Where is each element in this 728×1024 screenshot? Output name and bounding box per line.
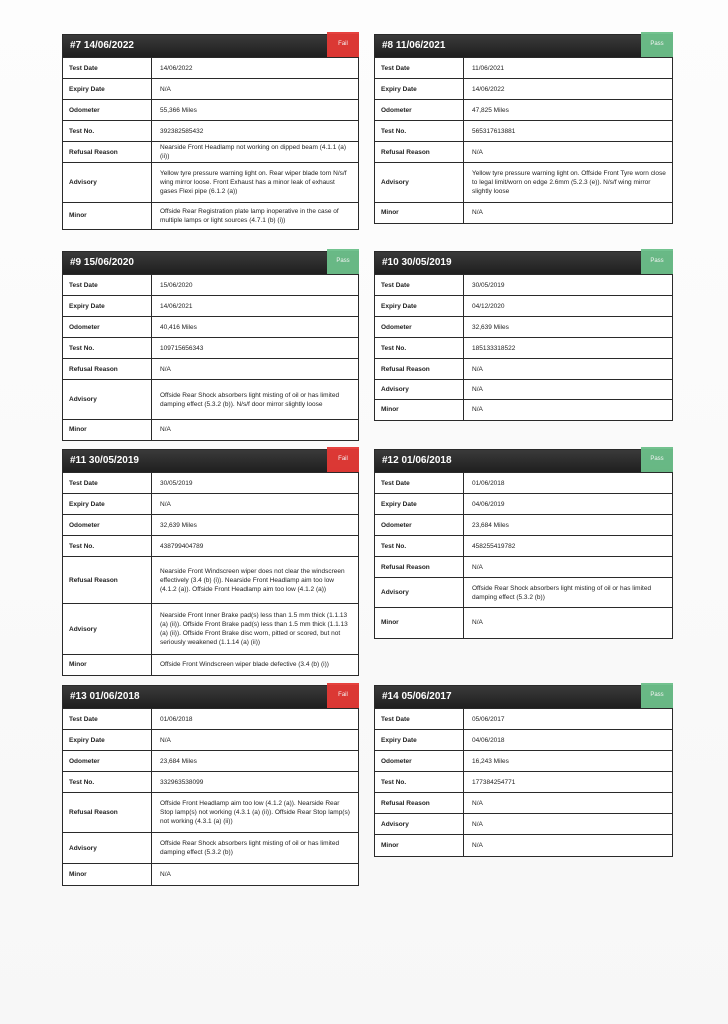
field-value: 30/05/2019 [464, 275, 673, 296]
field-value: N/A [152, 730, 359, 751]
field-label: Refusal Reason [63, 793, 152, 833]
field-label: Minor [375, 400, 464, 420]
row-odometer [63, 751, 358, 772]
details-table [63, 708, 358, 885]
field-label: Test No. [375, 536, 464, 557]
field-label: Refusal Reason [375, 142, 464, 163]
row-expiry-date [63, 494, 358, 515]
field-value: N/A [464, 557, 673, 578]
field-value: N/A [464, 400, 673, 420]
field-value: 16,243 Miles [464, 751, 673, 772]
row-minor [63, 420, 358, 440]
field-label: Odometer [63, 751, 152, 772]
field-label: Advisory [63, 833, 152, 864]
row-minor [63, 203, 358, 229]
row-refusal-reason [375, 557, 672, 578]
card-title: #10 30/05/2019 [382, 257, 452, 268]
field-value: 04/12/2020 [464, 296, 673, 317]
row-odometer [375, 751, 672, 772]
field-value: 55,366 Miles [152, 100, 359, 121]
field-value: Yellow tyre pressure warning light on. Offside Front Tyre worn close to legal limit/worn on edge 2.6mm (5.2.3 (e)). N/s/f wing mirror slightly loose [464, 163, 673, 203]
field-label: Odometer [375, 317, 464, 338]
field-value: Offside Rear Shock absorbers light misting of oil or has limited damping effect (5.3.2 (b)). N/s/f door mirror slightly loose [152, 380, 359, 420]
field-label: Odometer [63, 317, 152, 338]
field-value: 23,684 Miles [152, 751, 359, 772]
field-label: Expiry Date [63, 494, 152, 515]
field-label: Minor [375, 608, 464, 638]
row-refusal-reason [375, 142, 672, 163]
row-expiry-date [375, 79, 672, 100]
row-test-no [375, 536, 672, 557]
field-value: 32,639 Miles [464, 317, 673, 338]
field-label: Test No. [63, 772, 152, 793]
field-value: Yellow tyre pressure warning light on. Rear wiper blade torn N/s/f wing mirror loose. Front Exhaust has a minor leak of exhaust gases Flexi pipe (6.1.2 (a)) [152, 163, 359, 203]
row-minor [375, 400, 672, 420]
field-label: Expiry Date [375, 296, 464, 317]
row-odometer [375, 317, 672, 338]
row-odometer [63, 317, 358, 338]
row-test-no [63, 772, 358, 793]
field-label: Test No. [63, 338, 152, 359]
row-test-date [375, 275, 672, 296]
mot-card-9 [62, 251, 359, 441]
details-table [63, 274, 358, 440]
field-value: N/A [464, 835, 673, 856]
field-label: Advisory [375, 578, 464, 608]
row-refusal-reason [375, 359, 672, 380]
field-value: 392382585432 [152, 121, 359, 142]
field-value: 185133318522 [464, 338, 673, 359]
row-expiry-date [63, 730, 358, 751]
mot-card-14 [374, 685, 673, 857]
field-value: N/A [464, 142, 673, 163]
row-odometer [63, 515, 358, 536]
mot-card-12 [374, 449, 673, 639]
details-table [375, 472, 672, 638]
row-test-date [375, 58, 672, 79]
field-value: 14/06/2022 [152, 58, 359, 79]
field-value: Nearside Front Inner Brake pad(s) less than 1.5 mm thick (1.1.13 (a) (ii)). Offside Front Brake pad(s) less than 1.5 mm thick (1.1.13 (a) (ii)). Offside Front Brake disc worn, pitted or scored, but not seriously weakened (1.1.14 (a) (ii)) [152, 604, 359, 655]
row-minor [375, 203, 672, 223]
row-test-date [63, 473, 358, 494]
field-label: Test Date [375, 275, 464, 296]
field-value: N/A [152, 420, 359, 440]
field-value: 04/06/2018 [464, 730, 673, 751]
field-label: Test Date [63, 58, 152, 79]
field-value: 438799404789 [152, 536, 359, 557]
mot-card-7 [62, 34, 359, 230]
row-test-date [63, 58, 358, 79]
field-label: Odometer [375, 751, 464, 772]
field-label: Advisory [63, 163, 152, 203]
row-test-date [63, 275, 358, 296]
result-badge: Pass [641, 249, 673, 274]
field-value: 332963538099 [152, 772, 359, 793]
card-header [63, 686, 358, 708]
field-label: Refusal Reason [63, 359, 152, 380]
row-minor [63, 655, 358, 675]
field-label: Refusal Reason [375, 359, 464, 380]
card-header [375, 252, 672, 274]
field-value: N/A [464, 380, 673, 400]
field-value: N/A [464, 203, 673, 223]
field-label: Test No. [63, 536, 152, 557]
field-label: Refusal Reason [63, 142, 152, 163]
details-table [63, 472, 358, 675]
field-label: Test No. [63, 121, 152, 142]
row-test-no [375, 121, 672, 142]
field-value: 05/06/2017 [464, 709, 673, 730]
field-value: 109715656343 [152, 338, 359, 359]
row-test-date [375, 709, 672, 730]
result-badge: Fail [327, 683, 359, 708]
mot-card-11 [62, 449, 359, 676]
row-minor [375, 835, 672, 856]
field-label: Minor [63, 203, 152, 229]
field-label: Advisory [63, 380, 152, 420]
field-label: Minor [375, 203, 464, 223]
field-value: 11/06/2021 [464, 58, 673, 79]
row-test-no [63, 536, 358, 557]
field-value: 177384254771 [464, 772, 673, 793]
field-value: Nearside Front Windscreen wiper does not clear the windscreen effectively (3.4 (b) (i)). Nearside Front Headlamp aim too low (4.1.2 (a)). Offside Front Headlamp aim too low (4.1.2 (a)) [152, 557, 359, 604]
field-value: N/A [464, 793, 673, 814]
field-label: Minor [63, 420, 152, 440]
field-value: N/A [464, 608, 673, 638]
card-header [375, 686, 672, 708]
field-value: 565317613881 [464, 121, 673, 142]
details-table [63, 57, 358, 229]
field-value: 14/06/2022 [464, 79, 673, 100]
row-refusal-reason [63, 142, 358, 163]
row-advisory [375, 380, 672, 400]
row-test-no [375, 772, 672, 793]
field-value: N/A [152, 494, 359, 515]
row-test-no [375, 338, 672, 359]
field-value: 15/06/2020 [152, 275, 359, 296]
row-refusal-reason [63, 359, 358, 380]
row-test-date [375, 473, 672, 494]
field-label: Test Date [63, 275, 152, 296]
result-badge: Pass [641, 32, 673, 57]
field-value: N/A [152, 864, 359, 885]
field-value: Offside Rear Shock absorbers light misting of oil or has limited damping effect (5.3.2 (b)) [152, 833, 359, 864]
mot-card-10 [374, 251, 673, 421]
field-value: 40,416 Miles [152, 317, 359, 338]
card-header [375, 450, 672, 472]
field-label: Odometer [375, 100, 464, 121]
field-value: 32,639 Miles [152, 515, 359, 536]
field-label: Expiry Date [63, 296, 152, 317]
card-header [375, 35, 672, 57]
field-label: Odometer [63, 515, 152, 536]
field-value: Offside Rear Registration plate lamp inoperative in the case of multiple lamps or light sources (4.7.1 (b) (i)) [152, 203, 359, 229]
mot-card-8 [374, 34, 673, 224]
row-odometer [63, 100, 358, 121]
row-refusal-reason [63, 793, 358, 833]
row-refusal-reason [63, 557, 358, 604]
row-advisory [63, 604, 358, 655]
result-badge: Fail [327, 447, 359, 472]
field-label: Test Date [375, 709, 464, 730]
result-badge: Pass [641, 683, 673, 708]
row-expiry-date [63, 296, 358, 317]
field-label: Expiry Date [375, 79, 464, 100]
field-label: Minor [63, 864, 152, 885]
card-title: #13 01/06/2018 [70, 691, 140, 702]
field-label: Test Date [375, 58, 464, 79]
card-header [63, 252, 358, 274]
field-value: Nearside Front Headlamp not working on dipped beam (4.1.1 (a) (ii)) [152, 142, 359, 163]
row-test-date [63, 709, 358, 730]
field-value: 23,684 Miles [464, 515, 673, 536]
field-value: 458255419782 [464, 536, 673, 557]
row-test-no [63, 121, 358, 142]
field-value: 14/06/2021 [152, 296, 359, 317]
card-title: #9 15/06/2020 [70, 257, 134, 268]
mot-card-13 [62, 685, 359, 886]
row-expiry-date [375, 296, 672, 317]
field-label: Advisory [375, 814, 464, 835]
field-label: Test Date [375, 473, 464, 494]
field-label: Test Date [63, 709, 152, 730]
field-value: 01/06/2018 [464, 473, 673, 494]
field-label: Minor [375, 835, 464, 856]
row-advisory [375, 163, 672, 203]
row-refusal-reason [375, 793, 672, 814]
field-label: Expiry Date [375, 494, 464, 515]
field-label: Test No. [375, 772, 464, 793]
row-minor [375, 608, 672, 638]
result-badge: Pass [327, 249, 359, 274]
row-advisory [63, 833, 358, 864]
card-header [63, 450, 358, 472]
field-label: Expiry Date [375, 730, 464, 751]
field-label: Refusal Reason [375, 557, 464, 578]
field-value: N/A [152, 79, 359, 100]
field-label: Refusal Reason [375, 793, 464, 814]
field-label: Expiry Date [63, 79, 152, 100]
row-expiry-date [375, 730, 672, 751]
card-title: #14 05/06/2017 [382, 691, 452, 702]
row-odometer [375, 100, 672, 121]
card-title: #8 11/06/2021 [382, 40, 446, 51]
details-table [375, 57, 672, 223]
card-title: #11 30/05/2019 [70, 455, 139, 466]
card-header [63, 35, 358, 57]
row-expiry-date [375, 494, 672, 515]
field-value: N/A [464, 359, 673, 380]
field-value: 30/05/2019 [152, 473, 359, 494]
field-label: Test No. [375, 121, 464, 142]
field-value: 01/06/2018 [152, 709, 359, 730]
card-title: #7 14/06/2022 [70, 40, 134, 51]
field-value: Offside Front Headlamp aim too low (4.1.2 (a)). Nearside Rear Stop lamp(s) not working (4.3.1 (a) (ii)). Offside Rear Stop lamp(s) not working (4.3.1 (a) (ii)) [152, 793, 359, 833]
field-value: N/A [152, 359, 359, 380]
field-label: Refusal Reason [63, 557, 152, 604]
row-odometer [375, 515, 672, 536]
field-label: Test Date [63, 473, 152, 494]
field-label: Test No. [375, 338, 464, 359]
card-title: #12 01/06/2018 [382, 455, 452, 466]
row-minor [63, 864, 358, 885]
field-label: Advisory [375, 163, 464, 203]
result-badge: Pass [641, 447, 673, 472]
field-value: N/A [464, 814, 673, 835]
row-expiry-date [63, 79, 358, 100]
field-label: Odometer [375, 515, 464, 536]
field-label: Odometer [63, 100, 152, 121]
details-table [375, 708, 672, 856]
details-table [375, 274, 672, 420]
row-advisory [375, 814, 672, 835]
row-advisory [63, 380, 358, 420]
field-value: Offside Front Windscreen wiper blade defective (3.4 (b) (i)) [152, 655, 359, 675]
field-value: 04/06/2019 [464, 494, 673, 515]
row-test-no [63, 338, 358, 359]
field-label: Expiry Date [63, 730, 152, 751]
row-advisory [63, 163, 358, 203]
field-value: Offside Rear Shock absorbers light misting of oil or has limited damping effect (5.3.2 (b)) [464, 578, 673, 608]
field-label: Advisory [63, 604, 152, 655]
field-label: Minor [63, 655, 152, 675]
field-value: 47,825 Miles [464, 100, 673, 121]
field-label: Advisory [375, 380, 464, 400]
result-badge: Fail [327, 32, 359, 57]
row-advisory [375, 578, 672, 608]
